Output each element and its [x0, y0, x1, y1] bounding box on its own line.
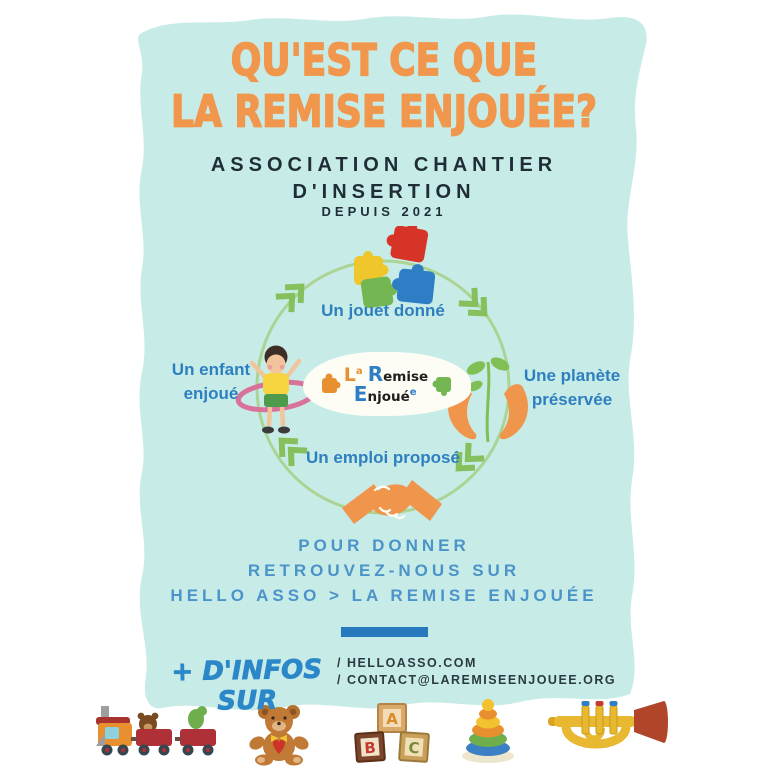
cycle-label-job-offered: Un emploi proposé	[306, 448, 460, 467]
logo-puzzle-green-icon	[431, 372, 453, 396]
svg-text:C: C	[407, 738, 421, 758]
poster-title-line1: QU'EST CE QUE	[230, 36, 538, 87]
poster-title-line2: LA REMISE ENJOUÉE?	[171, 87, 597, 138]
trumpet-icon	[546, 700, 668, 762]
poster-subtitle	[0, 152, 768, 206]
donate-call-to-action	[84, 533, 684, 608]
donate-line3: HELLO ASSO > LA REMISE ENJOUÉE	[170, 586, 598, 605]
poster-subtitle-line2: D'INSERTION	[292, 181, 476, 203]
cycle-label-planet-preserved: Une planète préservée	[523, 366, 621, 409]
divider-bar	[341, 627, 428, 637]
contact-links	[337, 655, 637, 689]
stacking-rings-icon	[456, 698, 520, 764]
logo-puzzle-orange-icon	[321, 371, 341, 397]
cycle-label-happy-child: Un enfant enjoué	[171, 360, 251, 403]
handshake-icon	[340, 464, 444, 534]
cycle-label-toy-donated: Un jouet donné	[321, 301, 445, 320]
poster-title	[0, 36, 768, 138]
since-year-text: DEPUIS 2021	[321, 204, 447, 219]
svg-text:A: A	[386, 710, 398, 728]
website-link: / HELLOASSO.COM	[337, 656, 477, 670]
puzzle-pieces-icon	[352, 226, 444, 310]
la-remise-enjouee-logo	[303, 352, 471, 416]
poster-subtitle-line1: ASSOCIATION CHANTIER	[210, 154, 558, 176]
donate-line1: POUR DONNER	[298, 536, 470, 555]
logo-text: $L^a$ Remise Enjoué$^e$	[343, 361, 429, 406]
abc-blocks-icon	[352, 703, 434, 763]
donate-line2: RETROUVEZ-NOUS SUR	[247, 561, 521, 580]
email-link: / CONTACT@LAREMISEENJOUEE.ORG	[337, 673, 617, 687]
svg-text:B: B	[363, 738, 377, 758]
more-info-label: + D'INFOS SUR	[171, 654, 323, 717]
